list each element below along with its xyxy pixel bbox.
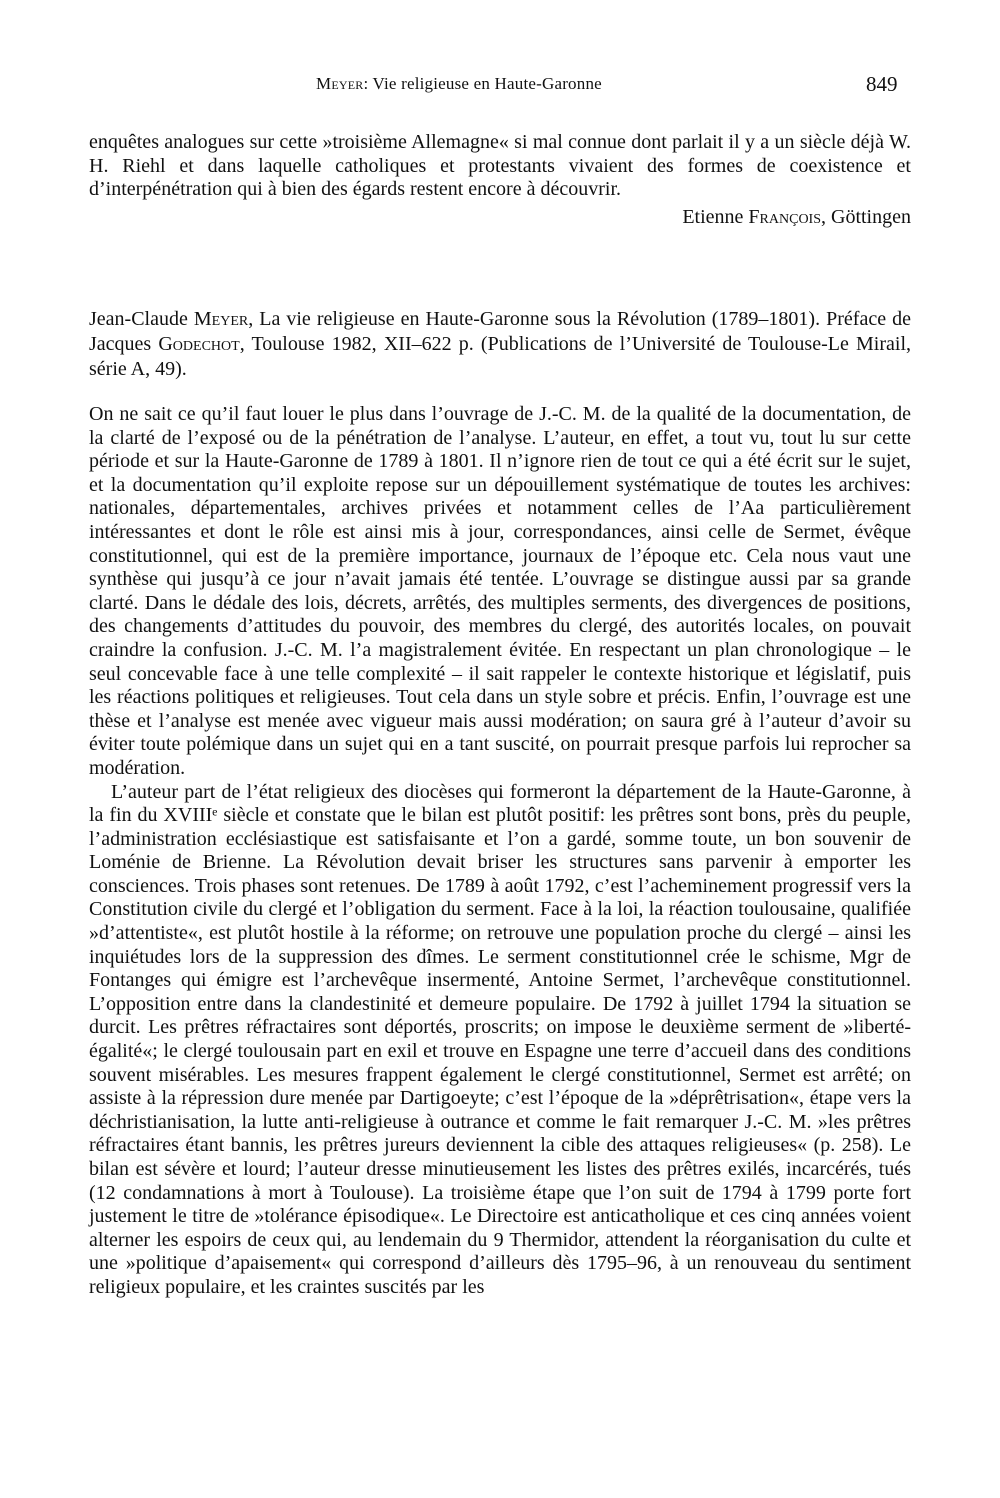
review-citation-part2: , Toulouse 1982, XII–622 p. (Publications de l’Université de Toulouse-Le Mirail, série A, 49).	[89, 333, 911, 380]
signature-place: , Göttingen	[821, 206, 911, 228]
running-title-author: Meyer	[316, 74, 364, 93]
page-number: 849	[866, 72, 898, 96]
review-author-surname: Meyer	[193, 308, 249, 330]
review-body	[89, 403, 911, 1300]
signature-surname: François	[748, 206, 821, 228]
review-bibliographic-header	[89, 307, 911, 382]
running-title-rest: : Vie religieuse en Haute-Garonne	[363, 74, 602, 93]
signature-first-name: Etienne	[682, 206, 749, 228]
review-citation-part1: , La vie religieuse en Haute-Garonne sous la Révolution (1789–1801). Préface de Jacques	[89, 308, 911, 355]
review-paragraph: L’auteur part de l’état religieux des diocèses qui formeront la département de la Haute-Garonne, à la fin du XVIIIᵉ siècle et constate que le bilan est plutôt positif: les prêtres sont bons, près du peuple, l’administration ecclésiastique est satisfaisante et l’on a gardé, somme toute, un bon souvenir de Loménie de Brienne. La Révolution devait briser les structures sans parvenir à emporter les consciences. Trois phases sont retenues. De 1789 à août 1792, c’est l’acheminement progressif vers la Constitution civile du clergé et l’obligation du serment. Face à la loi, la réaction toulousaine, qualifiée »d’attentiste«, est plutôt hostile à la réforme; on retrouve une population proche du clergé – ainsi les inquiétudes lors de la suppression des dîmes. Le serment constitutionnel crée le schisme, Mgr de Fontanges qui émigre est l’archevêque insermenté, Antoine Sermet, l’archevêque constitutionnel. L’opposition entre dans la clandestinité et demeure populaire. De 1792 à juillet 1794 la situation se durcit. Les prêtres réfractaires sont déportés, proscrits; on impose le deuxième serment de »liberté-égalité«; le clergé toulousain part en exil et trouve en Espagne une terre d’accueil dans des conditions souvent misérables. Les mesures frappent également le clergé constitutionnel, Sermet est arrêté; on assiste à la répression dure menée par Dartigoeyte; c’est l’époque de la »déprêtrisation«, étape vers la déchristianisation, la lutte anti-religieuse à outrance et comme le fait remarquer J.-C. M. »les prêtres réfractaires étant bannis, les prêtres jureurs deviennent la cible des attaques religieuses« (p. 258). Le bilan est sévère et lourd; l’auteur dresse minutieusement les listes des prêtres exilés, incarcérés, tués (12 condamnations à mort à Toulouse). La troisième étape que l’on suit de 1794 à 1799 porte fort justement le titre de »tolérance épisodique«. Le Directoire est anticatholique et ces cinq années voient alterner les espoirs de ceux qui, au lendemain du 9 Thermidor, attendent la réorganisation du culte et une »politique d’apaisement« qui correspond d’ailleurs dès 1795–96, à un renouveau du sentiment religieux populaire, et les craintes suscités par les	[89, 780, 911, 1298]
running-title	[316, 74, 602, 94]
previous-review-continuation: enquêtes analogues sur cette »troisième Allemagne« si mal connue dont parlait il y a un siècle déjà W. H. Riehl et dans laquelle catholiques et protestants vivaient des formes de coexistence et d’interpénétration qui à bien des égards restent encore à découvrir.	[89, 131, 911, 201]
review-author-first: Jean-Claude	[89, 308, 194, 330]
running-header	[0, 72, 1000, 102]
review-paragraph: On ne sait ce qu’il faut louer le plus dans l’ouvrage de J.-C. M. de la qualité de la documentation, de la clarté de l’exposé ou de la pénétration de l’analyse. L’auteur, en effet, a tout vu, tout lu sur cette période et sur la Haute-Garonne de 1789 à 1801. Il n’ignore rien de tout ce qui a été écrit sur le sujet, et la documentation qu’il exploite repose sur un dépouillement systématique de toutes les archives: nationales, départementales, archives privées et notamment celles de l’Aa particulièrement intéressantes et dont le rôle est ainsi mis à jour, correspondances, ainsi celle de Sermet, évêque constitutionnel, qui est de la première importance, journaux de l’époque etc. Cela nous vaut une synthèse qui jusqu’à ce jour n’avait jamais été tentée. L’ouvrage se distingue aussi par sa grande clarté. Dans le dédale des lois, décrets, arrêtés, des multiples serments, des divergences de positions, des changements d’attitudes du pouvoir, des membres du clergé, des autorités locales, on pouvait craindre la confusion. J.-C. M. l’a magistralement évitée. En respectant un plan chronologique – le seul concevable face à une telle complexité – il sait rappeler le contexte historique et législatif, puis les réactions politiques et religieuses. Tout cela dans un style sobre et précis. Enfin, l’ouvrage est une thèse et l’analyse est menée avec vigueur mais aussi modération; on saura gré à l’auteur d’avoir su éviter toute polémique dans un sujet qui en a tant suscité, on pourrait presque parfois lui reprocher sa modération.	[89, 403, 911, 779]
review-preface-author: Godechot	[158, 333, 240, 355]
previous-review-signature	[89, 205, 911, 229]
